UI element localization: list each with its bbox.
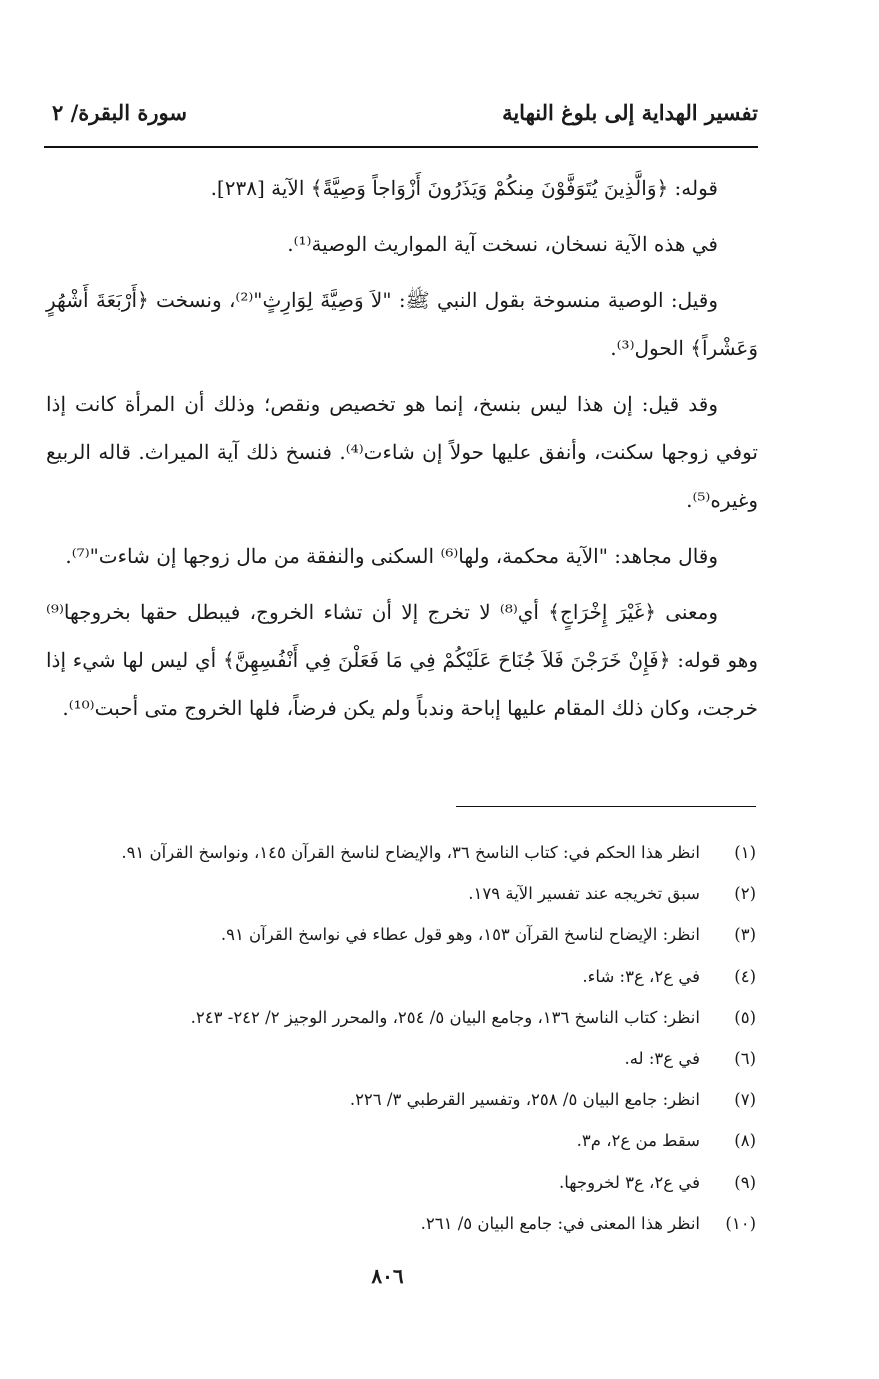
running-header xyxy=(44,96,758,136)
paragraph: وقيل: الوصية منسوخة بقول النبي ﷺ: "لاَ وَصِيَّةَ لِوَارِثٍ"⁽²⁾، ونسخت ﴿أَرْبَعَةَ أَشْهُرٍ وَعَشْراً﴾ الحول⁽³⁾. xyxy=(46,288,758,360)
footnote-text: انظر: جامع البيان ٥/ ٢٥٨، وتفسير القرطبي ٣/ ٢٢٦. xyxy=(349,1090,700,1110)
footnote-text: انظر هذا الحكم في: كتاب الناسخ ٣٦، والإيضاح لناسخ القرآن ١٤٥، ونواسخ القرآن ٩١. xyxy=(121,843,700,862)
page-number: ٨٠٦ xyxy=(371,1264,404,1288)
footnote xyxy=(40,1120,756,1161)
main-text xyxy=(46,164,758,740)
footnotes xyxy=(40,832,756,1244)
footnote xyxy=(40,914,756,955)
footnote xyxy=(40,1079,756,1120)
footnote xyxy=(40,1203,756,1244)
footnote-number: (٤) xyxy=(734,966,756,986)
footnote-text: انظر: الإيضاح لناسخ القرآن ١٥٣، وهو قول عطاء في نواسخ القرآن ٩١. xyxy=(220,925,700,945)
footnote-number: (٦) xyxy=(734,1049,756,1069)
footnote-number: (٨) xyxy=(734,1131,756,1151)
footnote-number: (٩) xyxy=(734,1172,756,1192)
surah-reference: سورة البقرة/ ٢ xyxy=(52,100,187,125)
footnote-text: انظر: كتاب الناسخ ١٣٦، وجامع البيان ٥/ ٢٥٤، والمحرر الوجيز ٢/ ٢٤٢- ٢٤٣. xyxy=(190,1007,700,1027)
paragraph: وقد قيل: إن هذا ليس بنسخ، إنما هو تخصيص ونقص؛ وذلك أن المرأة كانت إذا توفي زوجها سكنت، وأنفق عليها حولاً إن شاءت⁽⁴⁾. فنسخ ذلك آية الميراث. قاله الربيع وغيره⁽⁵⁾. xyxy=(46,392,758,512)
footnote-text: سبق تخريجه عند تفسير الآية ١٧٩. xyxy=(468,884,700,904)
footnote-number: (٥) xyxy=(734,1007,756,1027)
footnote-text: في ع٣: له. xyxy=(624,1049,700,1069)
footnote-text: انظر هذا المعنى في: جامع البيان ٥/ ٢٦١. xyxy=(420,1213,700,1233)
footnote xyxy=(40,1038,756,1079)
footnote-text: في ع٢، ع٣ لخروجها. xyxy=(559,1172,700,1192)
footnote-number: (١) xyxy=(734,843,756,862)
paragraph: ومعنى ﴿غَيْرَ إِخْرَاجٍ﴾ أي⁽⁸⁾ لا تخرج إلا أن تشاء الخروج، فيبطل حقها بخروجها⁽⁹⁾ وهو قوله: ﴿فَإِنْ خَرَجْنَ فَلاَ جُنَاحَ عَلَيْكُمْ فِي مَا فَعَلْنَ فِي أَنْفُسِهِنَّ﴾ أي ليس لها شيء إذا خرجت، وكان ذلك المقام عليها إباحة وندباً ولم يكن فرضاً، فلها الخروج متى أحبت⁽¹⁰⁾. xyxy=(46,600,758,720)
footnote xyxy=(40,997,756,1038)
footnote xyxy=(40,832,756,873)
book-title: تفسير الهداية إلى بلوغ النهاية xyxy=(502,100,758,125)
footnote-separator xyxy=(456,806,756,807)
footnote xyxy=(40,956,756,997)
footnote-number: (١٠) xyxy=(725,1213,756,1233)
footnote-number: (٣) xyxy=(734,925,756,945)
footnote xyxy=(40,873,756,914)
footnote-number: (٢) xyxy=(734,884,756,904)
footnote-text: سقط من ع٢، م٣. xyxy=(576,1131,700,1151)
paragraph-verse-quote: قوله: ﴿وَالَّذِينَ يُتَوَفَّوْنَ مِنكُمْ وَيَذَرُونَ أَزْوَاجاً وَصِيَّةً﴾ الآية [٢٣٨]. xyxy=(210,176,718,200)
paragraph: وقال مجاهد: "الآية محكمة، ولها⁽⁶⁾ السكنى والنفقة من مال زوجها إن شاءت"⁽⁷⁾. xyxy=(65,544,718,568)
footnote-text: في ع٢، ع٣: شاء. xyxy=(582,966,700,986)
footnote xyxy=(40,1162,756,1203)
header-rule xyxy=(44,146,758,148)
paragraph: في هذه الآية نسخان، نسخت آية المواريث الوصية⁽¹⁾. xyxy=(287,232,718,256)
footnote-number: (٧) xyxy=(734,1090,756,1110)
